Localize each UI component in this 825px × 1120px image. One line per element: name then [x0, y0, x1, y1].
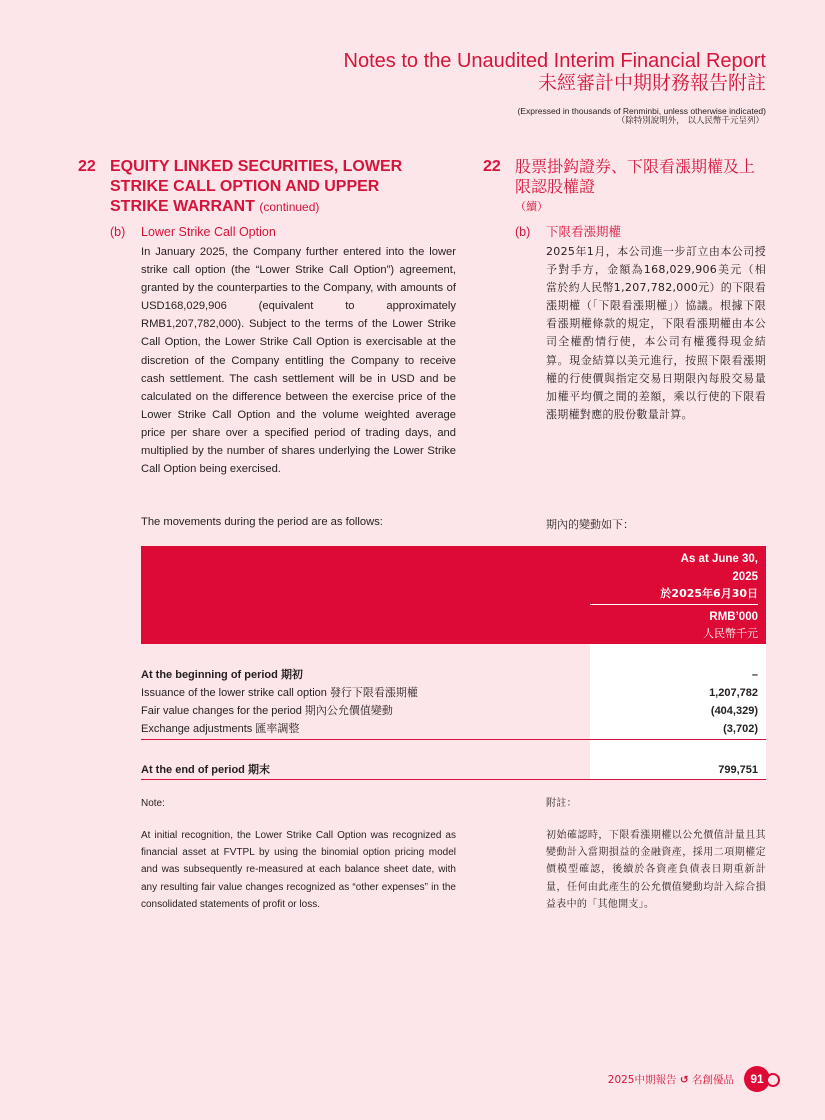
table-row-label: [141, 702, 393, 720]
page-ring-icon: [766, 1073, 780, 1087]
table-header-date-en-1: As at June 30,: [680, 553, 758, 565]
table-header-unit-cn: 人民幣千元: [703, 627, 758, 640]
row-label-cn: 期初: [280, 668, 303, 681]
total-label-cn: 期末: [247, 763, 270, 776]
section-title-cn: 股票掛鈎證券、下限看漲期權及上限認股權證: [515, 157, 756, 196]
table-row-value: (404,329): [710, 705, 758, 717]
subsection-label-en: (b): [110, 225, 126, 239]
section-number-cn: 22: [483, 158, 501, 175]
section-title-en: [110, 157, 440, 217]
subsection-title-en: Lower Strike Call Option: [141, 225, 276, 239]
row-label-cn: 匯率調整: [255, 722, 300, 735]
expressed-note-en: (Expressed in thousands of Renminbi, unless otherwise indicated): [517, 106, 766, 116]
table-header-unit-en: RMB’000: [709, 611, 758, 623]
row-label-en: Issuance of the lower strike call option: [141, 687, 327, 699]
note-heading-en: Note:: [141, 798, 165, 809]
page-header-title-en: Notes to the Unaudited Interim Financial Report: [343, 50, 766, 72]
note-heading-cn: 附註：: [546, 798, 577, 809]
paragraph-cn: 2025年1月，本公司進一步訂立由本公司授予對手方，金額為168,029,906美元（相當於約人民幣1,207,782,000元）的下限看漲期權（「下限看漲期權」）協議。根據下限看漲期權條款的規定，下限看漲期權由本公司全權酌情行使，本公司有權獲得現金結算。現金結算以美元進行，按照下限看漲期權的行使價與指定交易日期限內每股交易量加權平均價之間的差額，乘以行使的下限看漲期權對應的股份數量計算。: [546, 245, 766, 421]
footer-report: 2025中期報告: [607, 1074, 677, 1086]
table-header-divider: [590, 604, 758, 605]
brand-logo-icon: ↺: [679, 1074, 689, 1086]
table-row-label: [141, 666, 303, 684]
section-number-en: 22: [78, 158, 96, 175]
row-label-en: At the beginning of period: [141, 669, 278, 681]
row-label-cn: 期內公允價值變動: [304, 704, 393, 717]
section-title-text-en: EQUITY LINKED SECURITIES, LOWER STRIKE CALL OPTION AND UPPER STRIKE WARRANT: [110, 158, 403, 215]
subsection-label-cn: (b): [515, 225, 531, 239]
row-label-cn: 發行下限看漲期權: [329, 686, 418, 699]
movements-intro-en: The movements during the period are as follows:: [141, 516, 383, 528]
movements-intro-cn: 期內的變動如下：: [546, 518, 634, 531]
note-text-cn: 初始確認時，下限看漲期權以公允價值計量且其變動計入當期損益的金融資產，採用二項期權定價模型確認，後續於各資產負債表日期重新計量，任何由此產生的公允價值變動均計入綜合損益表中的「其他開支」。: [546, 830, 766, 910]
subsection-title-cn: 下限看漲期權: [546, 224, 622, 239]
table-total-label: [141, 761, 270, 779]
table-row-value: 1,207,782: [709, 687, 758, 699]
page-header-title-cn: 未經審計中期財務報告附註: [537, 72, 766, 94]
footer-brand: 名創優品: [692, 1074, 734, 1086]
total-label-en: At the end of period: [141, 764, 245, 776]
expressed-note-cn: （除特別說明外， 以人民幣千元呈列）: [616, 116, 764, 126]
table-total-value: 799,751: [718, 764, 758, 776]
section-continued-en: (continued): [259, 200, 320, 214]
footer-report-title: [608, 1072, 734, 1087]
section-continued-cn: （續）: [515, 200, 548, 213]
table-header-date-cn: 於2025年6月30日: [660, 587, 758, 600]
paragraph-en: In January 2025, the Company further entered into the lower strike call option (the “Lower Strike Call Option”) agreement, granted by the counterparties to the Company, with amounts of USD168,029,906 (equivalent to approximately RMB1,207,782,000). Subject to the terms of the Lower Strike Call Option, the Lower Strike Call Option is exercisable at the discretion of the Company entitling the Company to receive cash settlement. The cash settlement will be in USD and be calculated on the difference between the exercise price of the Lower Strike Call Option and the volume weighted average price per share over a specified period of trading days, and multiplied by the number of shares underlying the Lower Strike Call Option being exercised.: [141, 246, 456, 476]
table-row-label: [141, 720, 299, 738]
table-row-label: [141, 684, 418, 702]
table-total-rule: [141, 779, 766, 780]
page-number: 91: [744, 1066, 770, 1092]
row-label-en: Exchange adjustments: [141, 723, 253, 735]
note-text-en: At initial recognition, the Lower Strike Call Option was recognized as financial asset at FVTPL by using the binomial option pricing model and was subsequently re-measured at each balance sheet date, with any resulting fair value changes recognized as “other expenses” in the consolidated statements of profit or loss.: [141, 830, 456, 910]
table-header-date-en-2: 2025: [732, 571, 758, 583]
table-row-value: (3,702): [723, 723, 758, 735]
table-row-value: –: [751, 669, 758, 681]
row-label-en: Fair value changes for the period: [141, 705, 302, 717]
